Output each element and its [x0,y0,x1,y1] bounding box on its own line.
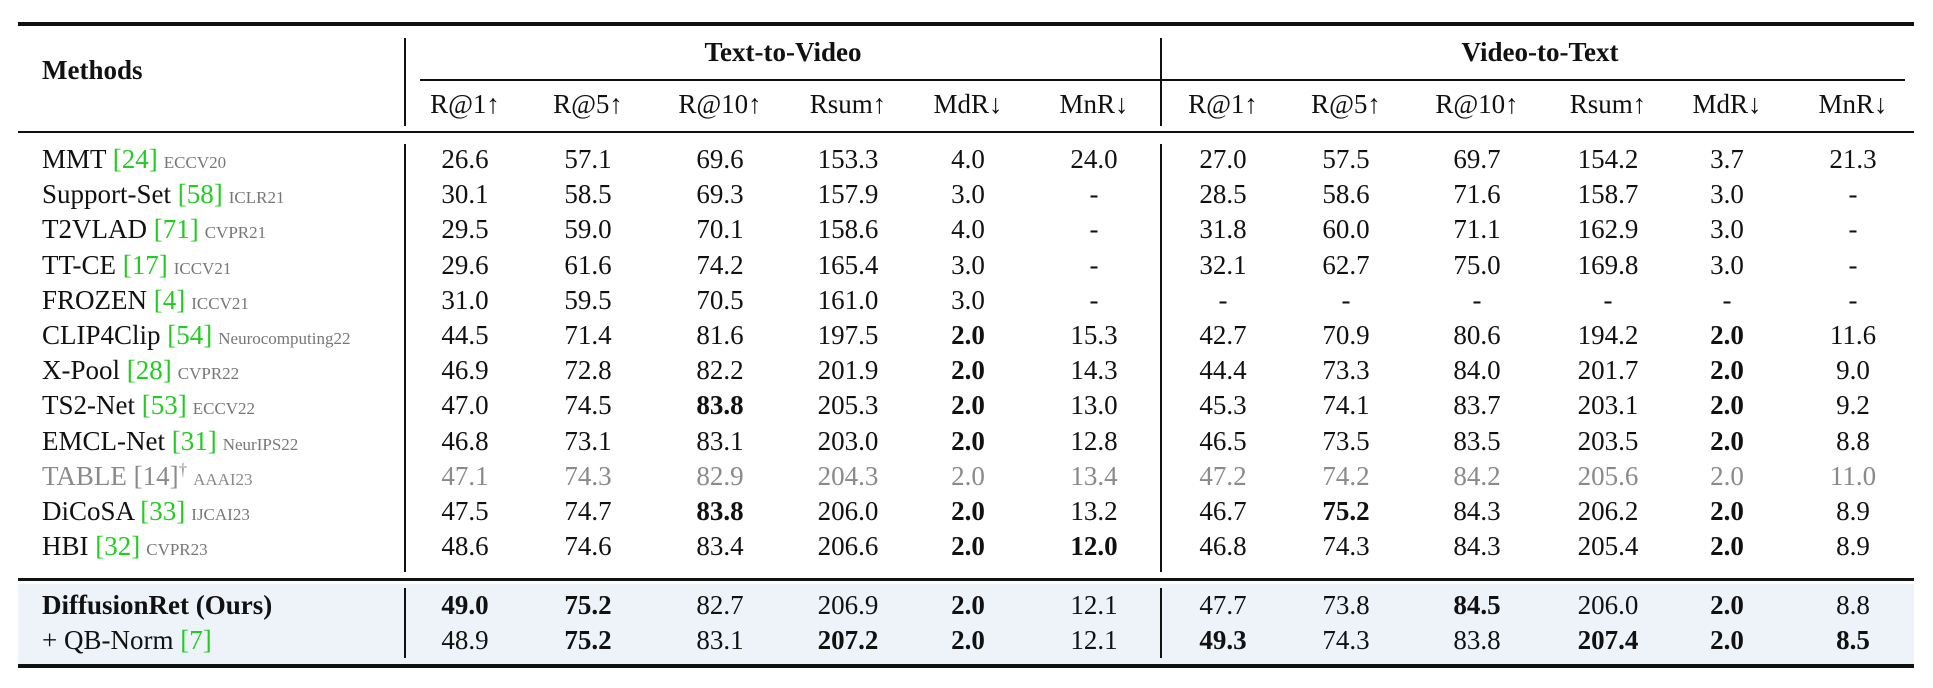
value-cell: 62.7 [1322,249,1370,280]
value-cell: 2.0 [1710,425,1744,456]
value-cell: 83.7 [1453,390,1501,421]
value-cell: - [1089,179,1099,210]
value-cell: 206.6 [817,531,879,562]
value-cell: 2.0 [1710,590,1744,620]
citation-link[interactable]: [58] [177,179,223,210]
value-cell: 61.6 [564,249,612,280]
value-cell: 44.4 [1199,355,1247,386]
value-cell: - [1341,284,1351,315]
method-name-cell [42,248,231,282]
divider-groups-ours [1160,588,1162,658]
method-name-cell [42,283,249,317]
method-name-cell [42,388,255,422]
value-cell: 9.2 [1836,390,1870,421]
value-cell: 13.0 [1070,390,1118,421]
citation-link[interactable]: [31] [171,425,217,456]
method-name-cell [42,494,250,528]
method-name-cell [42,623,212,657]
value-cell: 84.2 [1453,460,1501,491]
value-cell: 81.6 [696,320,744,350]
venue-label: AAAI23 [193,469,253,489]
divider-methods-ours [404,588,406,658]
citation-link[interactable]: [7] [180,625,212,656]
column-header-v2t-1: R@5↑ [1311,89,1381,119]
value-cell: 31.0 [441,284,489,315]
value-cell: 15.3 [1070,320,1118,350]
t2v-group-header: Text-to-Video [704,37,862,67]
value-cell: 82.2 [696,355,744,386]
value-cell: 84.5 [1453,590,1501,620]
value-cell: 46.5 [1199,425,1247,456]
divider-groups-header [1160,38,1162,126]
method-name-cell [42,424,298,458]
value-cell: 2.0 [951,390,985,421]
value-cell: 197.5 [817,320,879,350]
value-cell: 2.0 [1710,496,1744,526]
value-cell: 2.0 [1710,625,1744,656]
value-cell: 206.0 [817,496,879,526]
value-cell: 74.3 [564,460,612,491]
value-cell: 2.0 [951,460,985,491]
value-cell: 2.0 [1710,460,1744,491]
method-name: CLIP4Clip [42,320,161,350]
value-cell: 46.8 [1199,531,1247,562]
value-cell: 31.8 [1199,214,1247,245]
method-name: Support-Set [42,179,172,210]
value-cell: 84.0 [1453,355,1501,386]
value-cell: 83.8 [696,390,744,421]
value-cell: 4.0 [951,144,985,174]
method-name: TT-CE [42,249,116,280]
value-cell: 83.8 [696,496,744,526]
value-cell: 205.4 [1577,531,1639,562]
value-cell: 70.5 [696,284,744,315]
value-cell: 11.6 [1829,320,1877,350]
value-cell: 14.3 [1070,355,1118,386]
v2t-underline [1165,79,1905,81]
value-cell: - [1089,249,1099,280]
value-cell: 207.2 [817,625,879,656]
venue-label: NeurIPS22 [222,434,299,454]
column-header-t2v-4: MdR↓ [933,89,1003,119]
value-cell: 49.3 [1199,625,1247,656]
value-cell: 49.0 [441,590,489,620]
value-cell: 204.3 [817,460,879,491]
value-cell: 58.5 [564,179,612,210]
column-header-t2v-1: R@5↑ [553,89,623,119]
value-cell: 30.1 [441,179,489,210]
value-cell: 2.0 [951,320,985,350]
column-header-t2v-0: R@1↑ [430,89,500,119]
value-cell: - [1848,214,1858,245]
value-cell: 71.1 [1453,214,1501,245]
value-cell: 75.0 [1453,249,1501,280]
value-cell: 58.6 [1322,179,1370,210]
method-name: DiCoSA [42,496,134,526]
v2t-group-header: Video-to-Text [1461,37,1619,67]
value-cell: 83.1 [696,425,744,456]
value-cell: 84.3 [1453,531,1501,562]
value-cell: 29.6 [441,249,489,280]
value-cell: 74.5 [564,390,612,421]
citation-link[interactable]: [24] [112,144,158,174]
value-cell: 74.2 [1322,460,1370,491]
value-cell: 69.3 [696,179,744,210]
method-name: + QB-Norm [42,625,174,656]
value-cell: 47.2 [1199,460,1247,491]
ours-separator-rule [18,578,1914,581]
method-name: TS2-Net [42,390,135,421]
value-cell: 8.9 [1836,496,1870,526]
value-cell: 72.8 [564,355,612,386]
value-cell: 8.8 [1836,425,1870,456]
method-name: HBI [42,531,89,562]
value-cell: 11.0 [1829,460,1877,491]
value-cell: 84.3 [1453,496,1501,526]
value-cell: - [1089,214,1099,245]
column-header-v2t-2: R@10↑ [1435,89,1519,119]
citation-link[interactable]: [4] [153,284,186,315]
value-cell: 73.1 [564,425,612,456]
citation-link[interactable]: [32] [95,531,141,562]
value-cell: 74.2 [696,249,744,280]
value-cell: 48.9 [441,625,489,656]
method-name: TABLE [42,460,127,491]
value-cell: 3.0 [951,249,985,280]
method-name: EMCL-Net [42,425,165,456]
value-cell: 60.0 [1322,214,1370,245]
value-cell: - [1848,179,1858,210]
divider-methods-header [404,38,406,126]
value-cell: 74.7 [564,496,612,526]
value-cell: 71.4 [564,320,612,350]
citation-link[interactable]: [54] [167,320,213,350]
value-cell: 59.0 [564,214,612,245]
bottom-rule [18,664,1914,668]
column-header-v2t-5: MnR↓ [1818,89,1888,119]
value-cell: - [1218,284,1228,315]
value-cell: 2.0 [951,590,985,620]
venue-label: ICCV21 [173,258,232,278]
value-cell: 4.0 [951,214,985,245]
method-name: X-Pool [42,355,121,386]
value-cell: 3.0 [1710,249,1744,280]
methods-header: Methods [42,55,143,85]
value-cell: - [1848,284,1858,315]
method-name-cell [42,588,272,622]
value-cell: 46.8 [441,425,489,456]
value-cell: 2.0 [951,625,985,656]
value-cell: 13.2 [1070,496,1118,526]
venue-label: ICCV21 [191,293,249,313]
venue-label: ECCV20 [163,153,227,172]
value-cell: 8.8 [1836,590,1870,620]
value-cell: 29.5 [441,214,489,245]
value-cell: 47.1 [441,460,489,491]
value-cell: 2.0 [1710,531,1744,562]
value-cell: 83.8 [1453,625,1501,656]
citation-link[interactable]: [53] [141,390,187,421]
value-cell: 158.6 [817,214,879,245]
value-cell: 74.3 [1322,531,1370,562]
dagger-mark: † [178,459,188,479]
value-cell: 44.5 [441,320,489,350]
value-cell: 57.5 [1322,144,1370,174]
method-name-cell [42,142,226,176]
value-cell: - [1848,249,1858,280]
value-cell: 206.9 [817,590,879,620]
value-cell: 157.9 [817,179,879,210]
value-cell: 8.5 [1836,625,1870,656]
value-cell: 2.0 [951,531,985,562]
value-cell: 203.5 [1577,425,1639,456]
value-cell: 69.6 [696,144,744,174]
header-rule [18,131,1914,133]
value-cell: 3.0 [1710,179,1744,210]
venue-label: CVPR23 [146,540,208,560]
value-cell: 48.6 [441,531,489,562]
value-cell: 73.5 [1322,425,1370,456]
value-cell: 154.2 [1577,144,1639,174]
citation-link[interactable]: [71] [153,214,199,245]
value-cell: 82.7 [696,590,744,620]
value-cell: 153.3 [817,144,879,174]
value-cell: 201.9 [817,355,879,386]
value-cell: 13.4 [1070,460,1118,491]
value-cell: 207.4 [1577,625,1639,656]
value-cell: 83.4 [696,531,744,562]
value-cell: 47.5 [441,496,489,526]
value-cell: 80.6 [1453,320,1501,350]
value-cell: 2.0 [951,425,985,456]
venue-label: ECCV22 [192,399,256,419]
value-cell: 203.1 [1577,390,1639,421]
value-cell: 12.1 [1070,625,1118,656]
method-name: FROZEN [42,284,148,315]
venue-label: Neurocomputing22 [218,329,351,348]
value-cell: 3.0 [951,284,985,315]
value-cell: 2.0 [1710,390,1744,421]
citation-link[interactable]: [33] [140,496,186,526]
value-cell: 206.0 [1577,590,1639,620]
value-cell: 75.2 [1322,496,1370,526]
value-cell: 206.2 [1577,496,1639,526]
value-cell: 45.3 [1199,390,1247,421]
method-name-cell [42,177,284,211]
value-cell: 161.0 [817,284,879,315]
value-cell: 70.1 [696,214,744,245]
value-cell: 74.3 [1322,625,1370,656]
value-cell: 57.1 [564,144,612,174]
value-cell: 47.0 [441,390,489,421]
value-cell: - [1722,284,1732,315]
value-cell: 75.2 [564,625,612,656]
method-name-cell [42,353,239,387]
method-name-cell [42,459,253,493]
column-header-v2t-0: R@1↑ [1188,89,1258,119]
value-cell: 2.0 [1710,320,1744,350]
value-cell: 47.7 [1199,590,1247,620]
value-cell: 3.0 [1710,214,1744,245]
method-name-cell [42,212,266,246]
value-cell: 83.5 [1453,425,1501,456]
value-cell: 26.6 [441,144,489,174]
divider-groups-body [1160,144,1162,572]
value-cell: 75.2 [564,590,612,620]
value-cell: 46.9 [441,355,489,386]
column-header-t2v-3: Rsum↑ [809,89,887,119]
venue-label: IJCAI23 [191,505,250,524]
value-cell: 201.7 [1577,355,1639,386]
value-cell: 162.9 [1577,214,1639,245]
value-cell: 12.1 [1070,590,1118,620]
citation-link[interactable]: [14] [133,460,179,491]
value-cell: 3.0 [951,179,985,210]
venue-label: CVPR22 [177,364,240,384]
venue-label: ICLR21 [228,188,285,208]
value-cell: - [1089,284,1099,315]
column-header-v2t-3: Rsum↑ [1569,89,1647,119]
value-cell: 73.3 [1322,355,1370,386]
column-header-v2t-4: MdR↓ [1692,89,1762,119]
value-cell: 32.1 [1199,249,1247,280]
value-cell: 2.0 [951,496,985,526]
value-cell: 205.6 [1577,460,1639,491]
value-cell: 71.6 [1453,179,1501,210]
value-cell: 21.3 [1829,144,1877,174]
value-cell: 74.6 [564,531,612,562]
value-cell: - [1603,284,1613,315]
value-cell: 194.2 [1577,320,1639,350]
value-cell: 24.0 [1070,144,1118,174]
value-cell: 12.8 [1070,425,1118,456]
value-cell: 169.8 [1577,249,1639,280]
value-cell: 8.9 [1836,531,1870,562]
method-name-cell [42,529,208,563]
value-cell: 3.7 [1710,144,1744,174]
value-cell: 83.1 [696,625,744,656]
column-header-t2v-2: R@10↑ [678,89,762,119]
method-name-cell [42,318,350,352]
value-cell: 158.7 [1577,179,1639,210]
value-cell: 70.9 [1322,320,1370,350]
citation-link[interactable]: [28] [126,355,172,386]
value-cell: 27.0 [1199,144,1247,174]
value-cell: 205.3 [817,390,879,421]
value-cell: 69.7 [1453,144,1501,174]
value-cell: 203.0 [817,425,879,456]
column-header-t2v-5: MnR↓ [1059,89,1129,119]
value-cell: 73.8 [1322,590,1370,620]
value-cell: 59.5 [564,284,612,315]
method-name: MMT [42,144,107,174]
top-rule [18,22,1914,26]
value-cell: 9.0 [1836,355,1870,386]
value-cell: 12.0 [1070,531,1118,562]
value-cell: 165.4 [817,249,879,280]
value-cell: 82.9 [696,460,744,491]
method-name: T2VLAD [42,214,147,245]
value-cell: 2.0 [951,355,985,386]
value-cell: 46.7 [1199,496,1247,526]
value-cell: 42.7 [1199,320,1247,350]
divider-methods-body [404,144,406,572]
value-cell: 2.0 [1710,355,1744,386]
venue-label: CVPR21 [204,223,267,243]
method-name: DiffusionRet (Ours) [42,590,273,620]
citation-link[interactable]: [17] [122,249,168,280]
value-cell: 74.1 [1322,390,1370,421]
value-cell: - [1472,284,1482,315]
value-cell: 28.5 [1199,179,1247,210]
